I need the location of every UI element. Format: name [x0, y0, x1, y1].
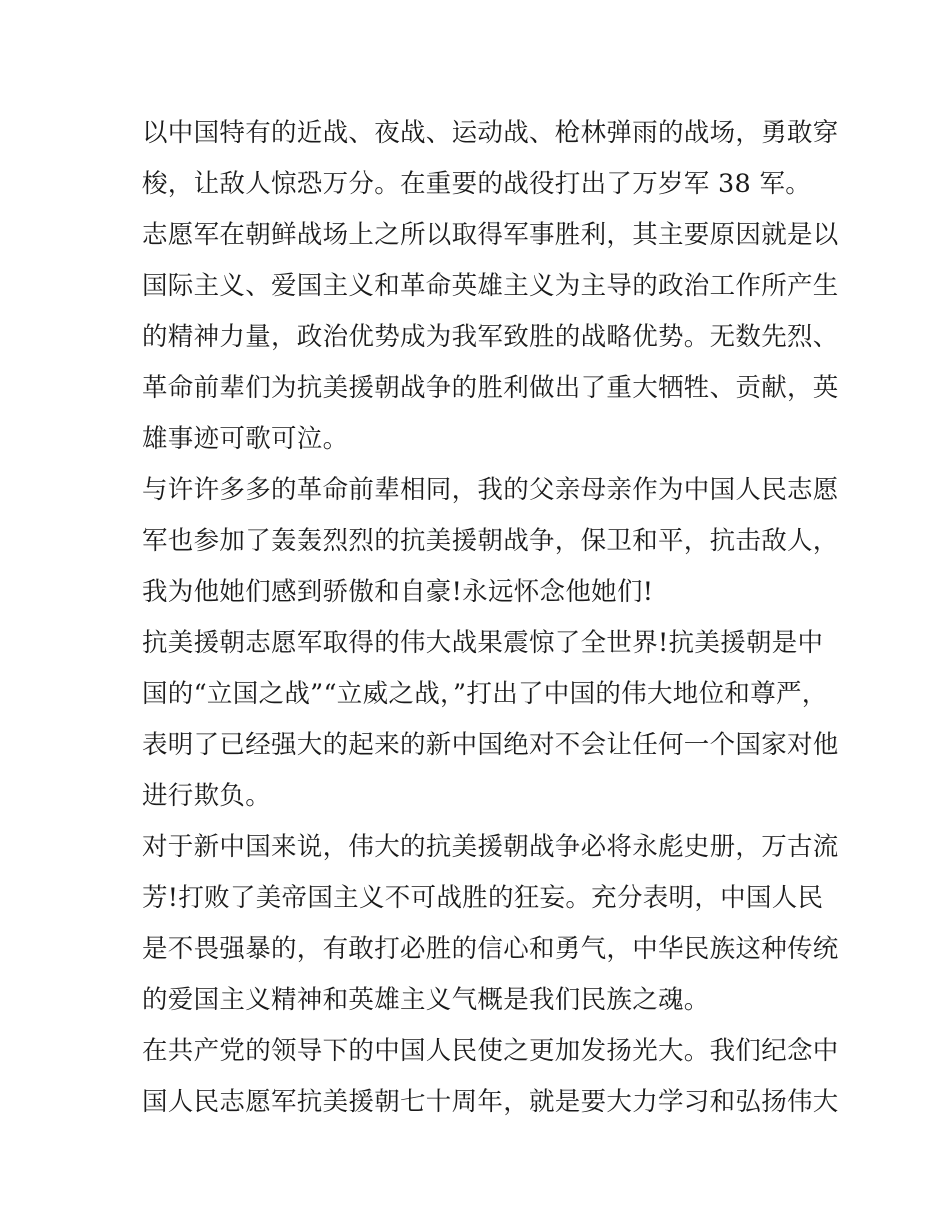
text-line: 抗美援朝志愿军取得的伟大战果震惊了全世界!抗美援朝是中 — [142, 628, 824, 658]
text-line: 我为他她们感到骄傲和自豪!永远怀念他她们! — [142, 577, 654, 607]
text-line: 进行欺负。 — [142, 781, 272, 811]
text-line: 国际主义、爱国主义和革命英雄主义为主导的政治工作所产生 — [142, 271, 839, 301]
text-line: 表明了已经强大的起来的新中国绝对不会让任何一个国家对他 — [142, 730, 839, 760]
text-line: 对于新中国来说，伟大的抗美援朝战争必将永彪史册，万古流 — [142, 832, 839, 862]
text-line: 芳!打败了美帝国主义不可战胜的狂妄。充分表明，中国人民 — [142, 883, 824, 913]
text-line: 在共产党的领导下的中国人民使之更加发扬光大。我们纪念中 — [142, 1036, 839, 1066]
text-line: 与许许多多的革命前辈相同，我的父亲母亲作为中国人民志愿 — [142, 475, 839, 505]
text-line: 雄事迹可歌可泣。 — [142, 424, 349, 454]
text-line: 的爱国主义精神和英雄主义气概是我们民族之魂。 — [142, 985, 710, 1015]
text-line: 革命前辈们为抗美援朝战争的胜利做出了重大牺牲、贡献，英 — [142, 373, 839, 403]
text-line: 是不畏强暴的，有敢打必胜的信心和勇气，中华民族这种传统 — [142, 934, 839, 964]
text-line: 梭，让敌人惊恐万分。在重要的战役打出了万岁军 38 军。 — [142, 169, 812, 199]
text-line: 国的“立国之战”“立威之战，”打出了中国的伟大地位和尊严， — [142, 679, 828, 709]
text-line: 的精神力量，政治优势成为我军致胜的战略优势。无数先烈、 — [142, 322, 839, 352]
text-line: 国人民志愿军抗美援朝七十周年，就是要大力学习和弘扬伟大 — [142, 1087, 839, 1117]
document-body-text — [142, 108, 839, 1128]
text-line: 以中国特有的近战、夜战、运动战、枪林弹雨的战场，勇敢穿 — [142, 118, 839, 148]
text-line: 志愿军在朝鲜战场上之所以取得军事胜利，其主要原因就是以 — [142, 220, 839, 250]
text-line: 军也参加了轰轰烈烈的抗美援朝战争，保卫和平，抗击敌人， — [142, 526, 839, 556]
